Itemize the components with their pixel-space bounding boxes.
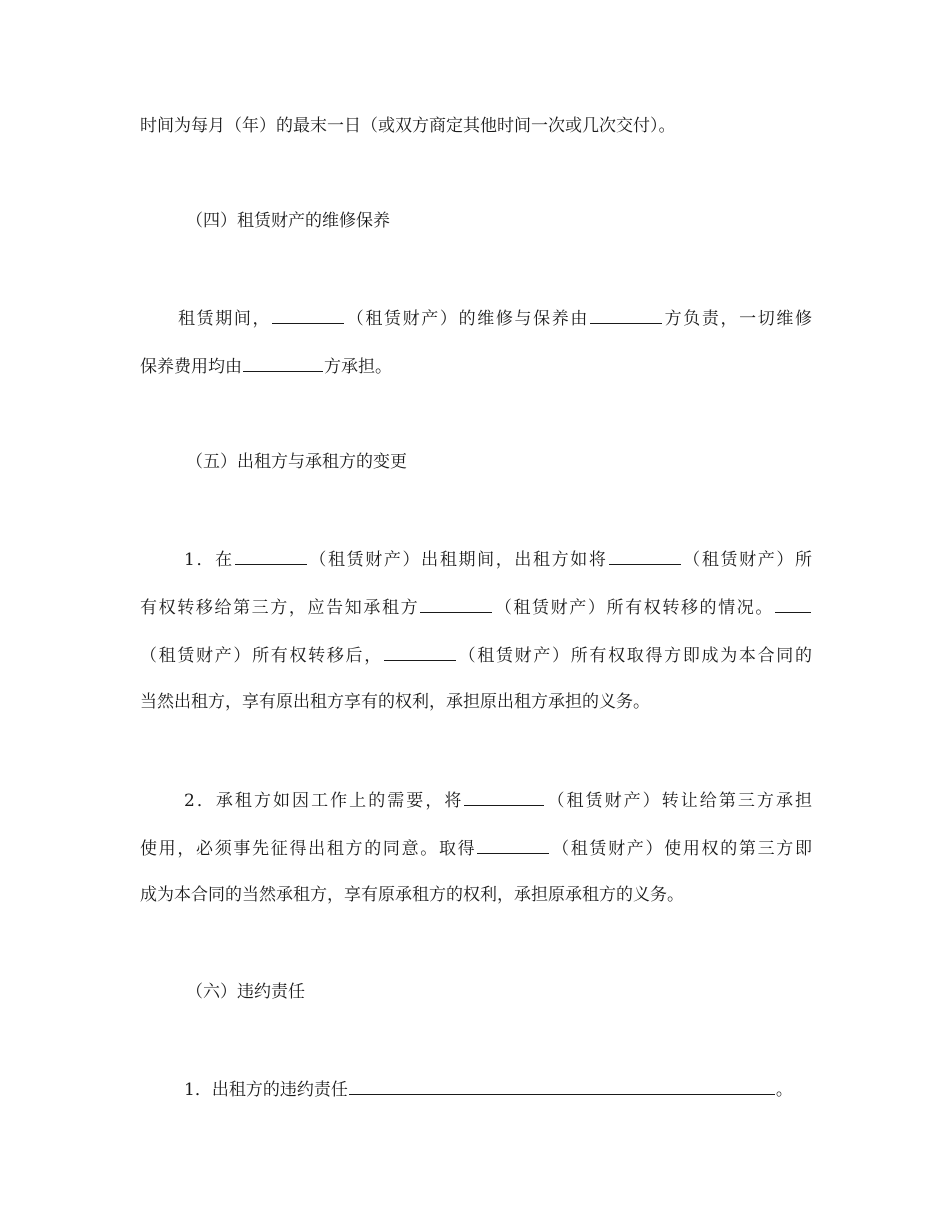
text: （租赁财产）所有权转移的情况。 bbox=[493, 598, 775, 618]
fill-blank[interactable] bbox=[609, 547, 681, 565]
text-line-1 bbox=[140, 115, 812, 137]
fill-blank[interactable] bbox=[464, 788, 544, 806]
text: 保养费用均由 bbox=[140, 357, 242, 377]
text: 当然出租方，享有原出租方享有的权利，承担原出租方承担的义务。 bbox=[140, 692, 650, 712]
fill-blank[interactable] bbox=[272, 306, 344, 324]
fill-blank[interactable] bbox=[384, 643, 456, 661]
paragraph-5-1-line-2 bbox=[140, 595, 812, 617]
text: 1．在 bbox=[184, 550, 234, 570]
paragraph-5-2-line-1 bbox=[184, 788, 812, 810]
text: （租赁财产）的维修与保养由 bbox=[345, 309, 589, 329]
paragraph-4-line-1 bbox=[178, 306, 812, 328]
text: （租赁财产）出租期间，出租方如将 bbox=[307, 550, 608, 570]
paragraph-5-1-line-4 bbox=[140, 691, 812, 713]
section-heading-5 bbox=[186, 451, 858, 473]
fill-blank[interactable] bbox=[349, 1077, 775, 1095]
paragraph-5-2-line-2 bbox=[140, 836, 812, 858]
paragraph-5-1-line-3 bbox=[140, 643, 812, 665]
text: 成为本合同的当然承租方，享有原承租方的权利，承担原承租方的义务。 bbox=[140, 885, 684, 905]
paragraph-6-1 bbox=[184, 1077, 812, 1099]
text: （租赁财产）所 bbox=[681, 550, 812, 570]
paragraph-5-1-line-1 bbox=[184, 547, 812, 569]
fill-blank[interactable] bbox=[775, 595, 811, 613]
text: 方负责，一切维修 bbox=[662, 309, 813, 329]
text: 2．承租方如因工作上的需要，将 bbox=[184, 791, 464, 811]
text: 时间为每月（年）的最末一日（或双方商定其他时间一次或几次交付）。 bbox=[140, 116, 676, 136]
fill-blank[interactable] bbox=[235, 547, 307, 565]
fill-blank[interactable] bbox=[420, 595, 492, 613]
text: （租赁财产）所有权取得方即成为本合同的 bbox=[456, 646, 812, 666]
section-heading-6 bbox=[186, 981, 858, 1003]
heading-text: （六）违约责任 bbox=[186, 982, 305, 1002]
text: 1．出租方的违约责任 bbox=[184, 1080, 348, 1100]
fill-blank[interactable] bbox=[477, 836, 549, 854]
heading-text: （五）出租方与承租方的变更 bbox=[186, 452, 407, 472]
text: 租赁期间， bbox=[178, 309, 272, 329]
text: （租赁财产）转让给第三方承担 bbox=[545, 791, 812, 811]
fill-blank[interactable] bbox=[243, 354, 323, 372]
section-heading-4 bbox=[186, 210, 858, 232]
text: （租赁财产）所有权转移后， bbox=[140, 646, 383, 666]
paragraph-4-line-2 bbox=[140, 354, 812, 376]
text: 。 bbox=[775, 1080, 793, 1100]
text: 方承担。 bbox=[324, 357, 392, 377]
heading-text: （四）租赁财产的维修保养 bbox=[186, 211, 390, 231]
fill-blank[interactable] bbox=[590, 306, 662, 324]
text: 使用，必须事先征得出租方的同意。取得 bbox=[140, 839, 477, 859]
text: （租赁财产）使用权的第三方即 bbox=[550, 839, 812, 859]
text: 有权转移给第三方，应告知承租方 bbox=[140, 598, 420, 618]
paragraph-5-2-line-3 bbox=[140, 884, 812, 906]
